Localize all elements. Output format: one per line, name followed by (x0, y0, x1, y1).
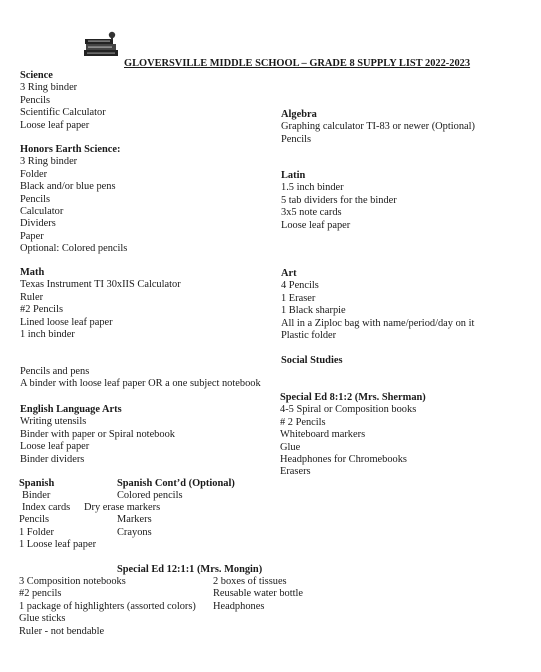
list-item: 4 Pencils (281, 280, 319, 292)
list-item: Pencils (20, 94, 51, 106)
ela-heading: English Language Arts (20, 404, 122, 415)
spanish-contd-heading: Spanish Cont’d (Optional) (117, 478, 235, 489)
list-item: Loose leaf paper (281, 219, 351, 231)
list-item: Texas Instrument TI 30xIIS Calculator (20, 279, 181, 291)
list-item: Pencils (19, 514, 50, 525)
list-item: Calculator (20, 206, 64, 218)
art-heading: Art (281, 268, 297, 279)
list-item: 1 Eraser (281, 292, 316, 304)
science-heading: Science (20, 70, 53, 81)
special-ed-12-right-items (213, 576, 303, 613)
list-item: 2 boxes of tissues (213, 576, 287, 587)
list-item: All in a Ziploc bag with name/period/day on it (281, 317, 475, 329)
list-item: # 2 Pencils (280, 416, 326, 428)
social-studies-items (20, 366, 261, 391)
list-item: Plastic folder (281, 330, 337, 342)
list-item: Ruler - not bendable (19, 625, 105, 637)
list-item: 1 Black sharpie (281, 305, 346, 317)
list-item: Graphing calculator TI-83 or newer (Optional) (281, 121, 475, 133)
list-item: Dividers (20, 218, 56, 230)
list-item: Lined loose leaf paper (20, 316, 113, 328)
list-item: Loose leaf paper (20, 119, 90, 131)
list-item: Scientific Calculator (20, 107, 106, 119)
list-item: Glue (280, 441, 301, 453)
list-item: 1 package of highlighters (assorted colors) (19, 600, 196, 612)
special-ed-8-section (280, 392, 426, 479)
art-section (281, 268, 474, 342)
list-item: Erasers (280, 466, 311, 478)
spanish-heading: Spanish (19, 478, 55, 489)
science-section (20, 70, 106, 132)
list-item: 3 Ring binder (20, 82, 78, 94)
list-item: Paper (20, 230, 44, 242)
list-item: Glue sticks (19, 613, 66, 625)
list-item: Pencils (20, 193, 51, 205)
list-item: 1 inch binder (20, 329, 75, 341)
list-item: 1 Loose leaf paper (19, 539, 97, 550)
latin-heading: Latin (281, 170, 306, 181)
list-item: #2 pencils (19, 588, 62, 600)
list-item: 3 Ring binder (20, 156, 78, 168)
list-item: Pencils (281, 133, 312, 145)
honors-earth-science-heading: Honors Earth Science: (20, 144, 121, 155)
list-item: Folder (20, 168, 48, 180)
special-ed-12-heading: Special Ed 12:1:1 (Mrs. Mongin) (117, 564, 263, 575)
list-item: Headphones for Chromebooks (280, 454, 407, 466)
list-item: Binder dividers (20, 453, 85, 465)
special-ed-12-left-items (19, 576, 196, 638)
list-item: Binder (22, 490, 51, 501)
list-item: 5 tab dividers for the binder (281, 194, 397, 206)
list-item: Loose leaf paper (20, 441, 90, 453)
list-item: #2 Pencils (20, 304, 64, 316)
special-ed-8-heading: Special Ed 8:1:2 (Mrs. Sherman) (280, 392, 426, 403)
math-section (20, 267, 181, 341)
algebra-section (281, 109, 475, 146)
latin-section (281, 170, 397, 232)
math-heading: Math (20, 267, 45, 278)
list-item: Writing utensils (20, 416, 87, 428)
list-item: Markers (117, 514, 152, 525)
list-item: 1.5 inch binder (281, 182, 344, 194)
list-item: Ruler (20, 291, 44, 303)
algebra-heading: Algebra (281, 109, 317, 120)
list-item: Crayons (117, 527, 152, 538)
list-item: Headphones (213, 600, 265, 612)
list-item: 1 Folder (19, 527, 54, 538)
books-stack-icon (82, 30, 122, 60)
list-item: Dry erase markers (84, 502, 161, 513)
page-title: GLOVERSVILLE MIDDLE SCHOOL – GRADE 8 SUPPLY LIST 2022-2023 (124, 58, 471, 69)
list-item: Black and/or blue pens (20, 181, 116, 193)
list-item: A binder with loose leaf paper OR a one subject notebook (20, 378, 261, 390)
list-item: 3x5 note cards (281, 207, 342, 219)
list-item: Optional: Colored pencils (20, 243, 128, 255)
social-studies-heading: Social Studies (281, 355, 343, 366)
list-item: 4-5 Spiral or Composition books (280, 404, 417, 416)
list-item: Pencils and pens (20, 366, 90, 377)
list-item: 3 Composition notebooks (19, 576, 126, 587)
ela-section (20, 404, 175, 466)
list-item: Binder with paper or Spiral notebook (20, 428, 175, 440)
honors-earth-science-section (20, 144, 127, 256)
list-item: Colored pencils (117, 490, 183, 501)
list-item: Reusable water bottle (213, 588, 304, 600)
list-item: Index cards (22, 502, 71, 513)
list-item: Whiteboard markers (280, 429, 366, 441)
